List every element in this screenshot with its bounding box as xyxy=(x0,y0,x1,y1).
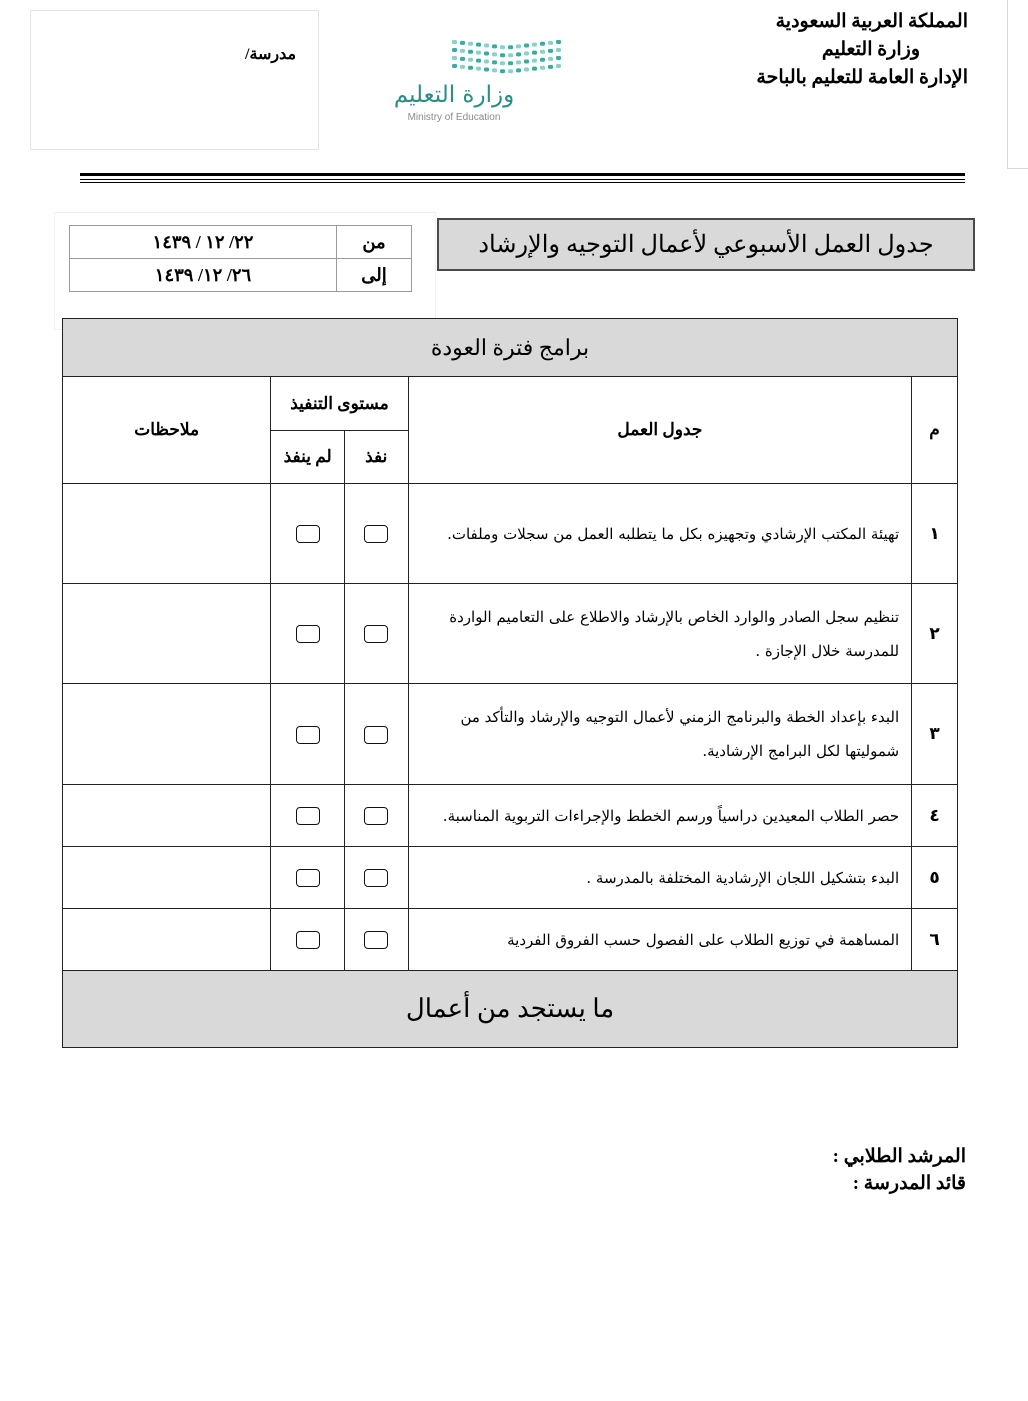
logo-dot xyxy=(476,43,481,47)
logo-dot xyxy=(452,56,457,60)
done-cell xyxy=(344,584,408,684)
col-level-header: مستوى التنفيذ xyxy=(271,377,408,431)
date-range-table xyxy=(69,225,412,292)
table-row xyxy=(63,785,958,847)
col-notes-header: ملاحظات xyxy=(63,377,271,484)
header-rule-thick xyxy=(80,173,965,176)
notes-cell[interactable] xyxy=(63,847,271,909)
logo-dot xyxy=(524,68,529,72)
page-edge-frame xyxy=(1007,0,1028,169)
logo-dot xyxy=(516,60,521,64)
done-checkbox[interactable] xyxy=(364,726,388,744)
logo-dot xyxy=(452,64,457,68)
done-cell xyxy=(344,909,408,971)
logo-dot xyxy=(484,68,489,72)
row-task: البدء بتشكيل اللجان الإرشادية المختلفة بالمدرسة . xyxy=(408,847,912,909)
not-done-checkbox[interactable] xyxy=(296,869,320,887)
logo-dot xyxy=(500,69,505,73)
signature-block xyxy=(833,1143,966,1197)
row-number: ١ xyxy=(912,484,958,584)
weekly-plan-table xyxy=(62,318,958,1048)
section-title: برامج فترة العودة xyxy=(63,319,958,377)
logo-dot xyxy=(460,41,465,45)
not-done-checkbox[interactable] xyxy=(296,625,320,643)
logo-dot xyxy=(452,40,457,44)
logo-dot xyxy=(532,51,537,55)
footer-title: ما يستجد من أعمال xyxy=(63,971,958,1048)
logo-dot xyxy=(460,57,465,61)
logo-dot xyxy=(540,58,545,62)
not-done-cell xyxy=(271,847,345,909)
date-from-label: من xyxy=(337,226,412,259)
date-range-box xyxy=(55,213,435,329)
logo-dot xyxy=(476,59,481,63)
logo-dot xyxy=(500,45,505,49)
logo-dot xyxy=(556,48,561,52)
logo-dot xyxy=(476,67,481,71)
not-done-cell xyxy=(271,684,345,785)
row-task: تهيئة المكتب الإرشادي وتجهيزه بكل ما يتطلبه العمل من سجلات وملفات. xyxy=(408,484,912,584)
row-task: تنظيم سجل الصادر والوارد الخاص بالإرشاد والاطلاع على التعاميم الواردة للمدرسة خلال الإجازة . xyxy=(408,584,912,684)
logo-dot xyxy=(460,49,465,53)
table-row xyxy=(63,909,958,971)
not-done-checkbox[interactable] xyxy=(296,931,320,949)
ministry-header xyxy=(756,8,968,92)
section-title-row xyxy=(63,319,958,377)
table-row xyxy=(63,584,958,684)
row-number: ٤ xyxy=(912,785,958,847)
done-checkbox[interactable] xyxy=(364,807,388,825)
logo-dot xyxy=(548,41,553,45)
logo-dot xyxy=(540,66,545,70)
col-num-header: م xyxy=(912,377,958,484)
table-row xyxy=(63,484,958,584)
col-task-header: جدول العمل xyxy=(408,377,912,484)
row-task: المساهمة في توزيع الطلاب على الفصول حسب الفروق الفردية xyxy=(408,909,912,971)
logo-dot xyxy=(532,59,537,63)
logo-english-text: Ministry of Education xyxy=(407,112,501,123)
principal-signature-label: قائد المدرسة : xyxy=(852,1173,966,1194)
logo-arabic-text: وزارة التعليم xyxy=(393,82,515,108)
logo-dot xyxy=(468,50,473,54)
logo-dot xyxy=(484,44,489,48)
done-cell xyxy=(344,785,408,847)
logo-dot xyxy=(468,42,473,46)
logo-dot xyxy=(548,57,553,61)
logo-dot xyxy=(524,52,529,56)
not-done-checkbox[interactable] xyxy=(296,807,320,825)
logo-dot xyxy=(556,64,561,68)
not-done-cell xyxy=(271,909,345,971)
row-task: البدء بإعداد الخطة والبرنامج الزمني لأعمال التوجيه والإرشاد والتأكد من شموليتها لكل البرامج الإرشادية. xyxy=(408,684,912,785)
logo-dot xyxy=(556,56,561,60)
header-rule-thin-1 xyxy=(80,179,965,180)
logo-dot xyxy=(548,49,553,53)
logo-dot xyxy=(516,44,521,48)
notes-cell[interactable] xyxy=(63,484,271,584)
done-checkbox[interactable] xyxy=(364,625,388,643)
logo-dot xyxy=(492,68,497,72)
logo-dot xyxy=(492,60,497,64)
logo-dot xyxy=(524,44,529,48)
logo-dot xyxy=(516,68,521,72)
logo-dot xyxy=(500,61,505,65)
date-from-value: ٢٢/ ١٢ / ١٤٣٩ xyxy=(70,226,337,259)
logo-dot xyxy=(468,58,473,62)
logo-dot xyxy=(484,60,489,64)
logo-dot xyxy=(532,67,537,71)
logo-dot xyxy=(484,52,489,56)
footer-title-row xyxy=(63,971,958,1048)
col-done-header: نفذ xyxy=(344,431,408,484)
col-not-done-header: لم ينفذ xyxy=(271,431,345,484)
done-cell xyxy=(344,847,408,909)
done-cell xyxy=(344,484,408,584)
header-rule-thin-2 xyxy=(80,182,965,183)
table-row xyxy=(63,847,958,909)
notes-cell[interactable] xyxy=(63,909,271,971)
logo-dot xyxy=(468,66,473,70)
logo-dot xyxy=(500,53,505,57)
logo-dot xyxy=(548,65,553,69)
ministry-logo xyxy=(392,34,582,134)
not-done-cell xyxy=(271,484,345,584)
notes-cell[interactable] xyxy=(63,785,271,847)
row-number: ٣ xyxy=(912,684,958,785)
logo-dot xyxy=(508,69,513,73)
header-line-directorate: الإدارة العامة للتعليم بالباحة xyxy=(756,67,968,88)
header-line-ministry: وزارة التعليم xyxy=(821,39,920,60)
logo-dot xyxy=(508,45,513,49)
logo-dots-icon xyxy=(392,34,582,80)
counselor-signature-label: المرشد الطلابي : xyxy=(832,1146,966,1167)
row-number: ٢ xyxy=(912,584,958,684)
done-checkbox[interactable] xyxy=(364,525,388,543)
logo-dot xyxy=(460,65,465,69)
date-from-row xyxy=(70,226,412,259)
logo-dot xyxy=(540,42,545,46)
header-frame xyxy=(30,10,319,150)
notes-cell[interactable] xyxy=(63,584,271,684)
logo-dot xyxy=(556,40,561,44)
logo-dot xyxy=(540,50,545,54)
logo-dot xyxy=(532,43,537,47)
done-cell xyxy=(344,684,408,785)
row-number: ٦ xyxy=(912,909,958,971)
school-label: مدرسة/ xyxy=(245,46,297,63)
logo-dot xyxy=(492,44,497,48)
logo-dot xyxy=(508,53,513,57)
document-title: جدول العمل الأسبوعي لأعمال التوجيه والإرشاد xyxy=(437,218,975,271)
date-to-label: إلى xyxy=(337,259,412,292)
logo-dot xyxy=(524,60,529,64)
not-done-cell xyxy=(271,785,345,847)
not-done-cell xyxy=(271,584,345,684)
row-number: ٥ xyxy=(912,847,958,909)
logo-dot xyxy=(492,52,497,56)
not-done-checkbox[interactable] xyxy=(296,726,320,744)
done-checkbox[interactable] xyxy=(364,931,388,949)
not-done-checkbox[interactable] xyxy=(296,525,320,543)
date-to-row xyxy=(70,259,412,292)
logo-dot xyxy=(508,61,513,65)
notes-cell[interactable] xyxy=(63,684,271,785)
header-line-kingdom: المملكة العربية السعودية xyxy=(775,11,968,32)
logo-dot xyxy=(516,52,521,56)
logo-dot xyxy=(476,51,481,55)
date-to-value: ٢٦/ ١٢/ ١٤٣٩ xyxy=(70,259,337,292)
logo-dot xyxy=(452,48,457,52)
row-task: حصر الطلاب المعيدين دراسياً ورسم الخطط والإجراءات التربوية المناسبة. xyxy=(408,785,912,847)
done-checkbox[interactable] xyxy=(364,869,388,887)
header-row-1 xyxy=(63,377,958,431)
table-row xyxy=(63,684,958,785)
